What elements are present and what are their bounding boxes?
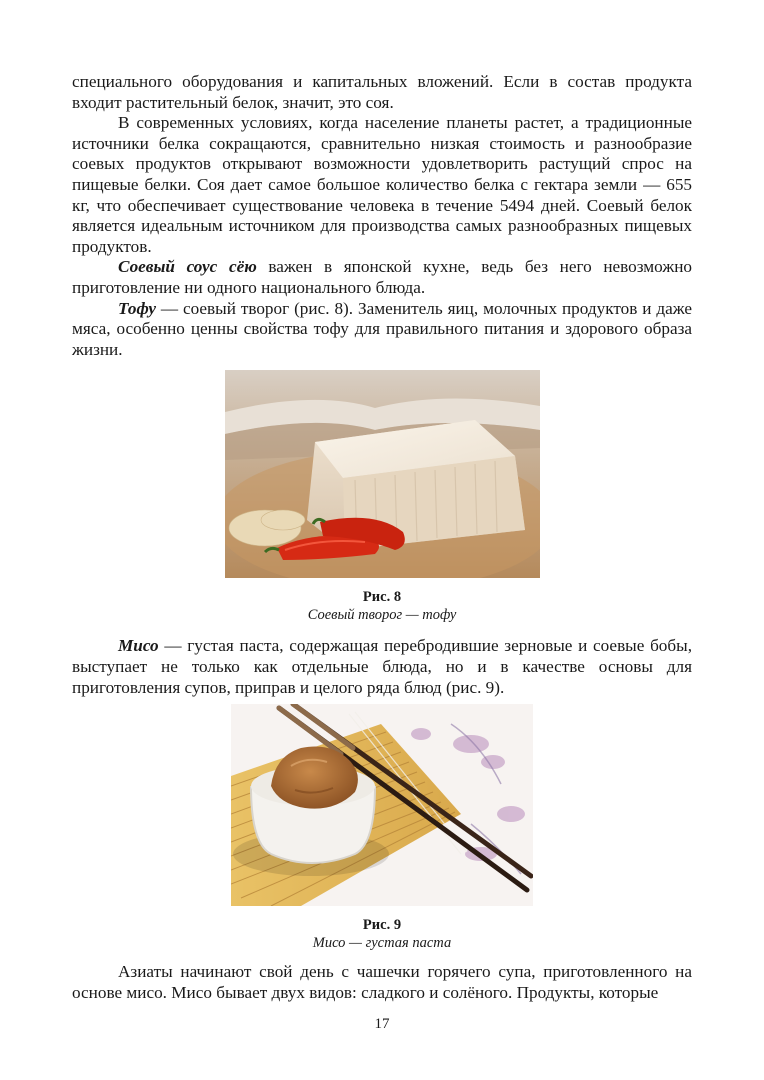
miso-photo	[231, 704, 533, 906]
paragraph-6: Азиаты начинают свой день с чашечки горячего супа, приготовленного на основе мисо. Мисо бывает двух видов: сладкого и солёного. Продукты, которые	[72, 962, 692, 1002]
paragraph-4	[72, 299, 692, 361]
term-miso: Мисо	[118, 636, 159, 656]
paragraph-3	[72, 257, 692, 298]
term-tofu: Тофу	[118, 298, 156, 318]
figure-8	[72, 370, 692, 624]
figure-8-number: Рис. 8	[362, 589, 402, 606]
paragraph-5	[72, 636, 692, 698]
paragraph-2: В современных условиях, когда население планеты растет, а традиционные источники белка сокращаются, сравнительно низкая стоимость и разнообразие соевых продуктов открывают возможности удовлетворить растущий спрос на пищевые белки. Соя дает самое большое количество белка с гектара земли — 655 кг, что обеспечивает существование человека в течение 5494 дней. Соевый белок является идеальным источником для производства самых разнообразных пищевых продуктов.	[72, 113, 692, 256]
page-content	[72, 72, 692, 1003]
figure-9	[72, 704, 692, 952]
term-soy-sauce: Соевый соус сёю	[118, 257, 257, 277]
figure-8-caption: Соевый творог — тофу	[307, 607, 457, 624]
paragraph-3-text: важен в японской кухне, ведь без него невозможно приготовление ни одного национального блюда.	[72, 257, 692, 297]
paragraph-1: специального оборудования и капитальных вложений. Если в состав продукта входит растительный белок, значит, это соя.	[72, 72, 692, 112]
figure-9-number: Рис. 9	[362, 917, 402, 934]
paragraph-5-text: — густая паста, содержащая перебродившие зерновые и соевые бобы, выступает не только как отдельные блюда, но и в качестве основы для приготовления супов, приправ и целого ряда блюд (рис. 9).	[72, 636, 692, 697]
tofu-photo	[225, 370, 540, 578]
paragraph-4-text: — соевый творог (рис. 8). Заменитель яиц, молочных продуктов и даже мяса, особенно ценны свойства тофу для правильного питания и здорового образа жизни.	[72, 298, 692, 359]
page-number: 17	[374, 1016, 390, 1032]
figure-9-caption: Мисо — густая паста	[312, 935, 452, 952]
